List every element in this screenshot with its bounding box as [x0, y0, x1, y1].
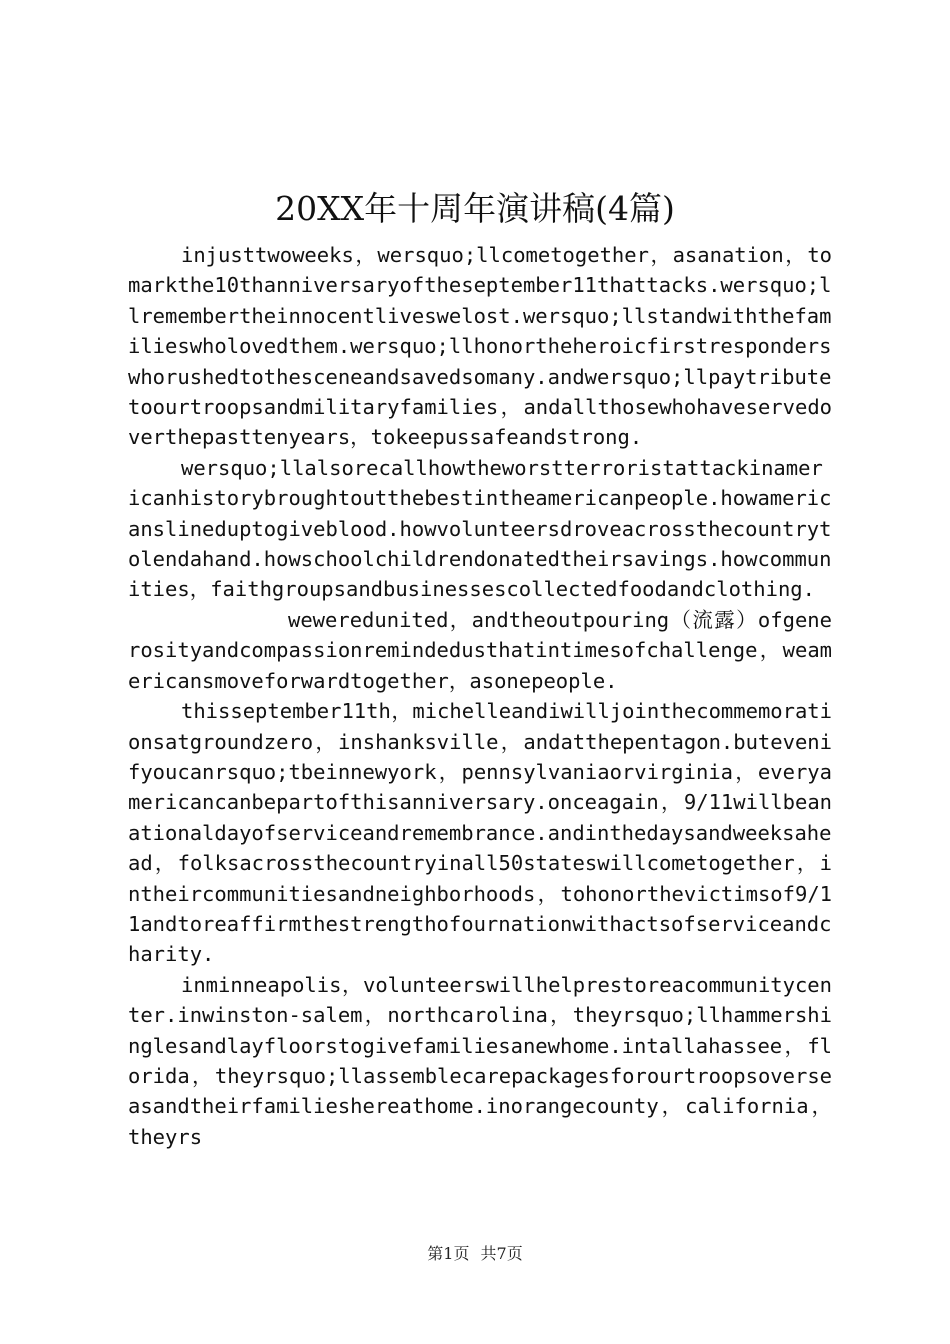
paragraph-5: inminneapolis，volunteerswillhelprestoreacommunitycenter.inwinston-salem，northcarolina，theyrsquo;llhammershinglesandlayfloorstogivefamiliesanewhome.intallahassee，florida，theyrsquo;llassemblecarepackagesforourtroopsoverseasandtheirfamilieshereathome.inorangecounty，california，theyrs	[128, 972, 832, 1149]
page-footer	[0, 1242, 950, 1266]
document-body	[128, 240, 832, 1152]
paragraph-4: thisseptember11th，michelleandiwilljointhecommemorationsatgroundzero，inshanksville，andatthepentagon.butevenifyoucanrsquo;tbeinnewyork，pennsylvaniaorvirginia，everyamericancanbepartofthisanniversary.onceagain，9/11willbeanationaldayofserviceandremembrance.andinthedaysandweeksahead，folksacrossthecountryinall50stateswillcometogether，intheircommunitiesandneighborhoods，tohonorthevictimsof9/11andtoreaffirmthestrengthofournationwithactsofserviceandcharity.	[128, 699, 832, 967]
page-number: 第1页	[427, 1244, 470, 1263]
page-total: 共7页	[480, 1244, 523, 1263]
paragraph-1: injusttwoweeks，wersquo;llcometogether，asanation，tomarkthe10thanniversaryoftheseptember11thattacks.wersquo;llremembertheinnocentliveswelost.wersquo;llstandwiththefamilieswholovedthem.wersquo;llhonortheheroicfirstresponderswhorushedtothesceneandsavedsomany.andwersquo;llpaytributetoourtroopsandmilitaryfamilies，andallthosewhohaveservedoverthepasttenyears，tokeepussafeandstrong.	[128, 243, 832, 450]
paragraph-3: weweredunited，andtheoutpouring（流露）ofgenerosityandcompassionremindedusthatintimesofchallenge，weamericansmoveforwardtogether，asonepeople.	[128, 607, 832, 693]
paragraph-2: wersquo;llalsorecallhowtheworstterroristattackinamericanhistorybroughtoutthebestintheamericanpeople.howamericanslineduptogiveblood.howvolunteersdroveacrossthecountrytolendahand.howschoolchildrendonatedtheirsavings.howcommunities，faithgroupsandbusinessescollectedfoodandclothing.	[128, 455, 832, 602]
document-title: 20XX年十周年演讲稿(4篇)	[275, 189, 675, 228]
